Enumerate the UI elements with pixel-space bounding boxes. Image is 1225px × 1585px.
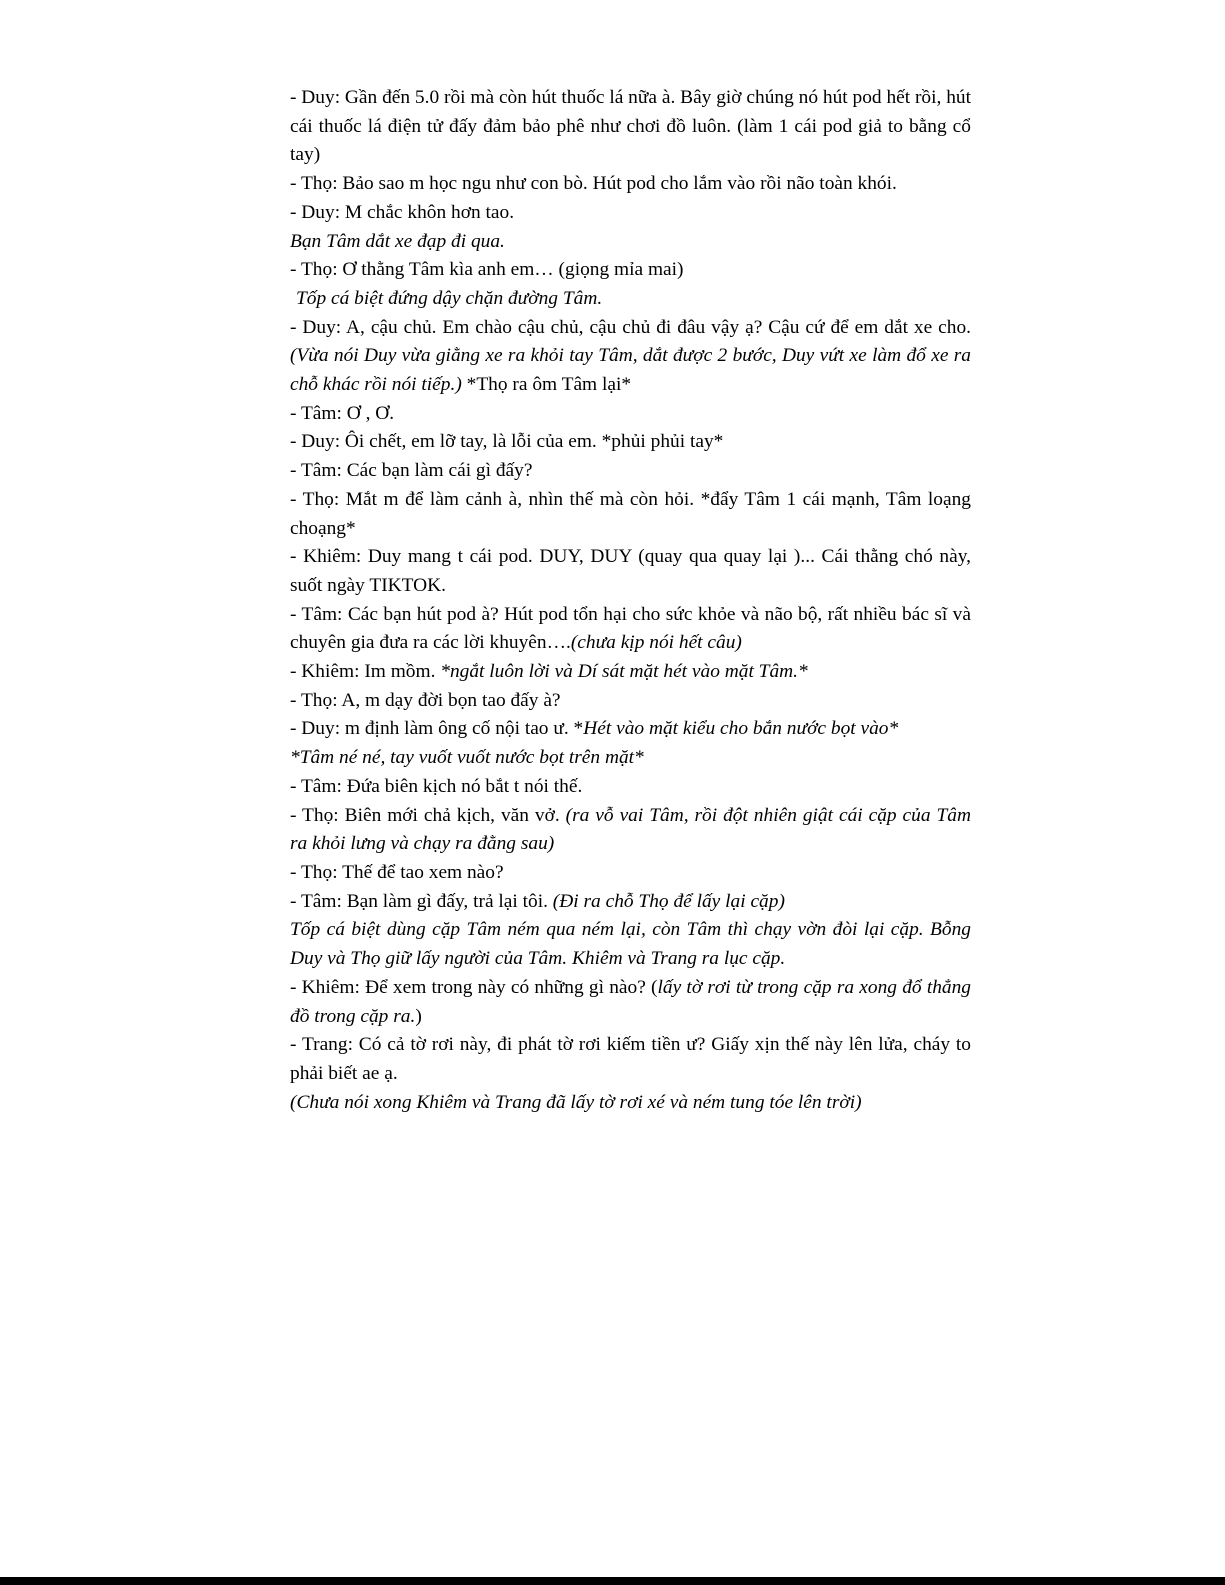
- script-line: [290, 859, 971, 888]
- dialogue-text: - Duy: M chắc khôn hơn tao.: [290, 201, 515, 223]
- stage-direction-text: (chưa kịp nói hết câu): [570, 632, 742, 654]
- script-line: [290, 974, 971, 1031]
- page-bottom-edge: [0, 1577, 1225, 1585]
- dialogue-text: - Khiêm: Im mồm.: [290, 661, 441, 683]
- dialogue-text: *Thọ ra ôm Tâm lại*: [461, 374, 632, 396]
- dialogue-text: - Thọ: Ơ thằng Tâm kìa anh em… (giọng mỉa mai): [290, 259, 684, 281]
- stage-direction-text: lấy tờ rơi từ trong cặp ra xong đổ thẳng đồ trong cặp ra.: [290, 976, 971, 1027]
- dialogue-text: - Thọ: Biên mới chả kịch, văn vở.: [290, 804, 566, 826]
- script-line: [290, 400, 971, 429]
- script-line: [290, 228, 971, 257]
- stage-direction-text: Hét vào mặt kiểu cho bắn nước bọt vào*: [583, 718, 899, 740]
- script-line: [290, 314, 971, 400]
- dialogue-text: - Thọ: A, m dạy đời bọn tao đấy à?: [290, 689, 561, 711]
- stage-direction-text: (Vừa nói Duy vừa giằng xe ra khỏi tay Tâm, dắt được 2 bước, Duy vứt xe làm đổ xe ra chỗ khác rồi nói tiếp.): [290, 345, 971, 396]
- stage-direction-text: (Chưa nói xong Khiêm và Trang đã lấy tờ rơi xé và ném tung tóe lên trời): [290, 1091, 862, 1113]
- script-line: [290, 285, 971, 314]
- stage-direction-text: Tốp cá biệt đứng dậy chặn đường Tâm.: [296, 287, 603, 309]
- dialogue-text: - Khiêm: Duy mang t cái pod. DUY, DUY (quay qua quay lại )... Cái thằng chó này, suốt ngày TIKTOK.: [290, 546, 971, 596]
- script-text-body: [290, 84, 971, 1117]
- dialogue-text: - Tâm: Các bạn hút pod à? Hút pod tổn hại cho sức khỏe và não bộ, rất nhiều bác sĩ và chuyên gia đưa ra các lời khuyên….: [290, 603, 971, 654]
- script-line: [290, 199, 971, 228]
- script-line: [290, 1031, 971, 1088]
- dialogue-text: - Tâm: Các bạn làm cái gì đấy?: [290, 460, 533, 482]
- dialogue-text: - Duy: Gần đến 5.0 rồi mà còn hút thuốc lá nữa à. Bây giờ chúng nó hút pod hết rồi, hút cái thuốc lá điện tử đấy đảm bảo phê như chơi đồ luôn. (làm 1 cái pod giả to bằng cổ tay): [290, 87, 971, 166]
- dialogue-text: - Thọ: Bảo sao m học ngu như con bò. Hút pod cho lắm vào rồi não toàn khói.: [290, 173, 897, 195]
- script-line: [290, 744, 971, 773]
- script-line: [290, 1089, 971, 1118]
- stage-direction-text: Tốp cá biệt dùng cặp Tâm ném qua ném lại, còn Tâm thì chạy vờn đòi lại cặp. Bỗng Duy và Thọ giữ lấy người của Tâm. Khiêm và Trang ra lục cặp.: [290, 919, 971, 970]
- stage-direction-text: (ra vỗ vai Tâm, rồi đột nhiên giật cái cặp của Tâm ra khỏi lưng và chạy ra đằng sau): [290, 804, 971, 855]
- stage-direction-text: *Tâm né né, tay vuốt vuốt nước bọt trên mặt*: [290, 747, 644, 769]
- dialogue-text: - Tâm: Ơ , Ơ.: [290, 402, 395, 424]
- script-line: [290, 84, 971, 170]
- script-line: [290, 601, 971, 658]
- dialogue-text: - Duy: m định làm ông cố nội tao ư. *: [290, 718, 584, 740]
- dialogue-text: - Thọ: Thế để tao xem nào?: [290, 861, 504, 883]
- script-line: [290, 428, 971, 457]
- script-line: [290, 888, 971, 917]
- script-line: [290, 256, 971, 285]
- dialogue-text: ): [415, 1005, 422, 1027]
- stage-direction-text: (Đi ra chỗ Thọ để lấy lại cặp): [552, 890, 785, 912]
- dialogue-text: - Duy: Ôi chết, em lỡ tay, là lỗi của em. *phủi phủi tay*: [290, 431, 724, 453]
- script-line: [290, 715, 971, 744]
- dialogue-text: - Khiêm: Để xem trong này có những gì nào? (: [290, 976, 658, 998]
- stage-direction-text: *ngắt luôn lời và Dí sát mặt hét vào mặt Tâm.*: [440, 661, 808, 683]
- script-line: [290, 802, 971, 859]
- script-line: [290, 486, 971, 543]
- script-line: [290, 658, 971, 687]
- dialogue-text: - Duy: A, cậu chủ. Em chào cậu chủ, cậu chủ đi đâu vậy ạ? Cậu cứ để em dắt xe cho.: [290, 316, 971, 338]
- script-line: [290, 170, 971, 199]
- dialogue-text: - Tâm: Bạn làm gì đấy, trả lại tôi.: [290, 890, 553, 912]
- script-line: [290, 457, 971, 486]
- dialogue-text: - Thọ: Mắt m để làm cảnh à, nhìn thế mà còn hỏi. *đẩy Tâm 1 cái mạnh, Tâm loạng choạng*: [290, 488, 971, 539]
- script-line: [290, 773, 971, 802]
- dialogue-text: - Trang: Có cả tờ rơi này, đi phát tờ rơi kiếm tiền ư? Giấy xịn thế này lên lửa, cháy to phải biết ae ạ.: [290, 1034, 971, 1084]
- dialogue-text: - Tâm: Đứa biên kịch nó bắt t nói thế.: [290, 775, 583, 797]
- script-line: [290, 687, 971, 716]
- script-line: [290, 543, 971, 600]
- stage-direction-text: Bạn Tâm dắt xe đạp đi qua.: [290, 230, 505, 252]
- script-line: [290, 916, 971, 973]
